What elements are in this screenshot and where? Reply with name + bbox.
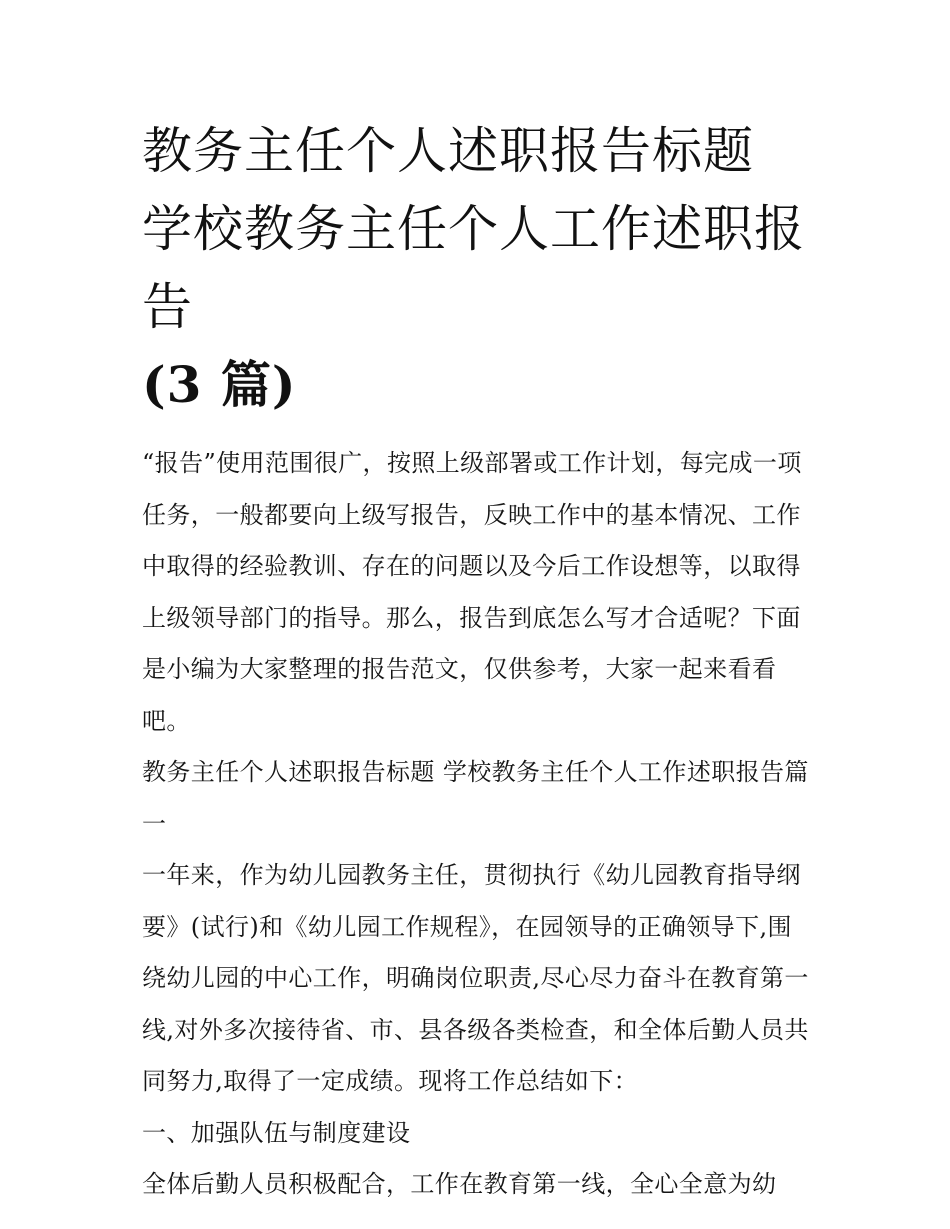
intro-paragraph: “报告”使用范围很广，按照上级部署或工作计划，每完成一项任务，一般都要向上级写报告，反映工作中的基本情况、工作中取得的经验教训、存在的问题以及今后工作设想等，以取得上级领导部门的指导。那么，报告到底怎么写才合适呢？下面是小编为大家整理的报告范文，仅供参考，大家一起来看看吧。 (142, 449, 802, 735)
document-content (142, 112, 814, 1211)
document-title (142, 112, 814, 424)
body-paragraph-staff: 全体后勤人员积极配合，工作在教育第一线，全心全意为幼 (142, 1170, 777, 1198)
section-heading-part-one: 教务主任个人述职报告标题 学校教务主任个人工作述职报告篇一 (142, 758, 809, 838)
title-main-text: 教务主任个人述职报告标题 学校教务主任个人工作述职报告 (142, 122, 805, 336)
document-body (142, 438, 814, 1211)
subheading-team-building: 一、加强队伍与制度建设 (142, 1118, 411, 1147)
title-count-text: (3 篇) (142, 355, 297, 414)
summary-paragraph: 一年来，作为幼儿园教务主任，贯彻执行《幼儿园教育指导纲要》(试行)和《幼儿园工作规程》，在园领导的正确领导下,围绕幼儿园的中心工作，明确岗位职责,尽心尽力奋斗在教育第一线,对外多次接待省、市、县各级各类检查，和全体后勤人员共同努力,取得了一定成绩。现将工作总结如下： (142, 861, 809, 1095)
